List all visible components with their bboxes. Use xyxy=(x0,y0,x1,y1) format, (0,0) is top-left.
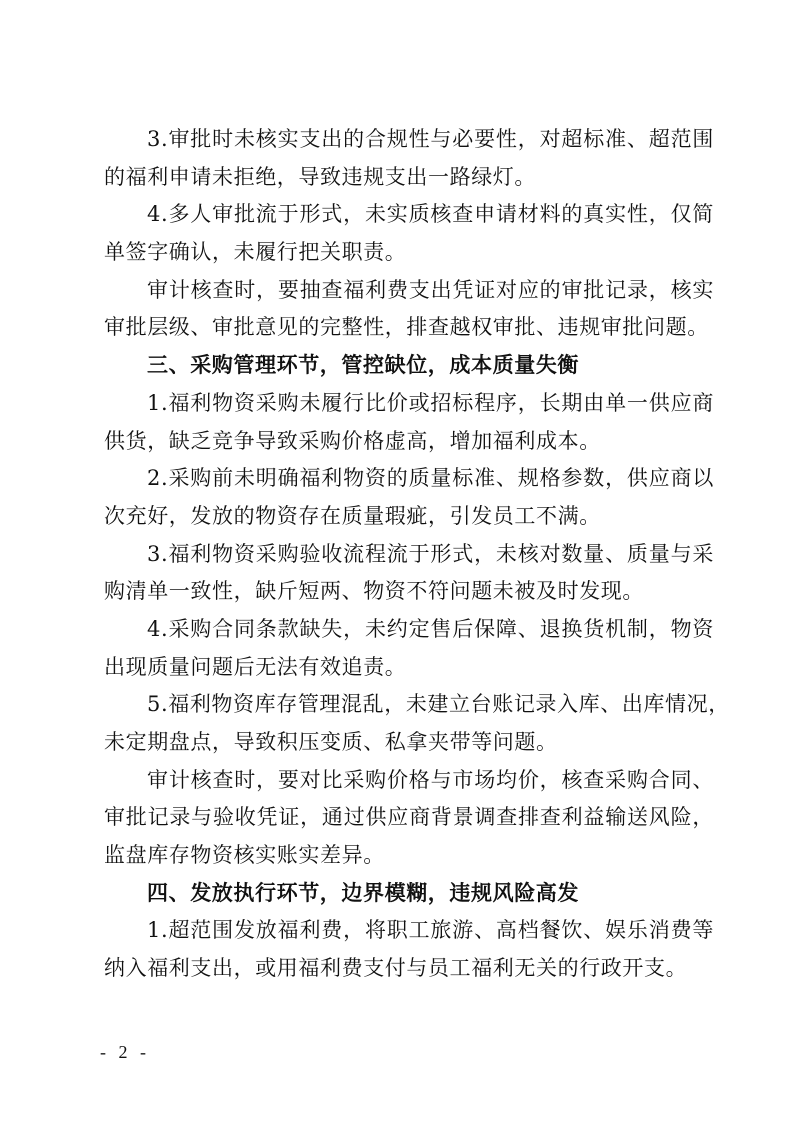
text-line: 审批层级、审批意见的完整性，排查越权审批、违规审批问题。 xyxy=(104,315,709,340)
text-line: 4.多人审批流于形式，未实质核查申请材料的真实性，仅简 xyxy=(147,202,714,227)
text-line: 1.福利物资采购未履行比价或招标程序，长期由单一供应商 xyxy=(147,390,714,415)
text-line: 监盘库存物资核实账实差异。 xyxy=(104,843,385,868)
text-line: 次充好，发放的物资存在质量瑕疵，引发员工不满。 xyxy=(104,503,601,528)
page-number: - 2 - xyxy=(100,1042,150,1062)
paragraph xyxy=(104,611,714,686)
text-line: 审计核查时，要抽查福利费支出凭证对应的审批记录，核实 xyxy=(147,277,714,302)
text-line: 四、发放执行环节，边界模糊，违规风险高发 xyxy=(147,880,579,905)
text-line: 3.福利物资采购验收流程流于形式，未核对数量、质量与采 xyxy=(147,541,714,566)
text-line: 审计核查时，要对比采购价格与市场均价，核查采购合同、 xyxy=(147,767,714,792)
text-line: 审批记录与验收凭证，通过供应商背景调查排查利益输送风险， xyxy=(104,805,714,830)
text-line: 三、采购管理环节，管控缺位，成本质量失衡 xyxy=(147,353,579,378)
text-line: 的福利申请未拒绝，导致违规支出一路绿灯。 xyxy=(104,164,536,189)
text-line: 未定期盘点，导致积压变质、私拿夹带等问题。 xyxy=(104,730,558,754)
paragraph xyxy=(104,121,714,196)
paragraph xyxy=(104,912,714,987)
paragraph xyxy=(104,460,714,535)
paragraph xyxy=(104,762,714,875)
text-line: 纳入福利支出，或用福利费支付与员工福利无关的行政开支。 xyxy=(104,956,688,981)
text-line: 1.超范围发放福利费，将职工旅游、高档餐饮、娱乐消费等 xyxy=(147,918,714,943)
text-line: 供货，缺乏竞争导致采购价格虚高，增加福利成本。 xyxy=(104,428,601,453)
paragraph xyxy=(104,536,714,611)
document-body xyxy=(104,121,730,988)
paragraph xyxy=(104,385,714,460)
paragraph xyxy=(104,196,714,271)
text-line: 2.采购前未明确福利物资的质量标准、规格参数，供应商以 xyxy=(147,466,714,491)
text-line: 出现质量问题后无法有效追责。 xyxy=(104,654,407,679)
text-line: 单签字确认，未履行把关职责。 xyxy=(104,240,407,265)
section-heading xyxy=(104,875,714,913)
text-line: 4.采购合同条款缺失，未约定售后保障、退换货机制，物资 xyxy=(147,616,714,641)
paragraph xyxy=(104,686,730,761)
text-line: 3.审批时未核实支出的合规性与必要性，对超标准、超范围 xyxy=(147,127,714,151)
text-line: 5.福利物资库存管理混乱，未建立台账记录入库、出库情况， xyxy=(147,692,730,717)
text-line: 购清单一致性，缺斤短两、物资不符问题未被及时发现。 xyxy=(104,579,644,604)
section-heading xyxy=(104,347,714,385)
paragraph xyxy=(104,272,714,347)
